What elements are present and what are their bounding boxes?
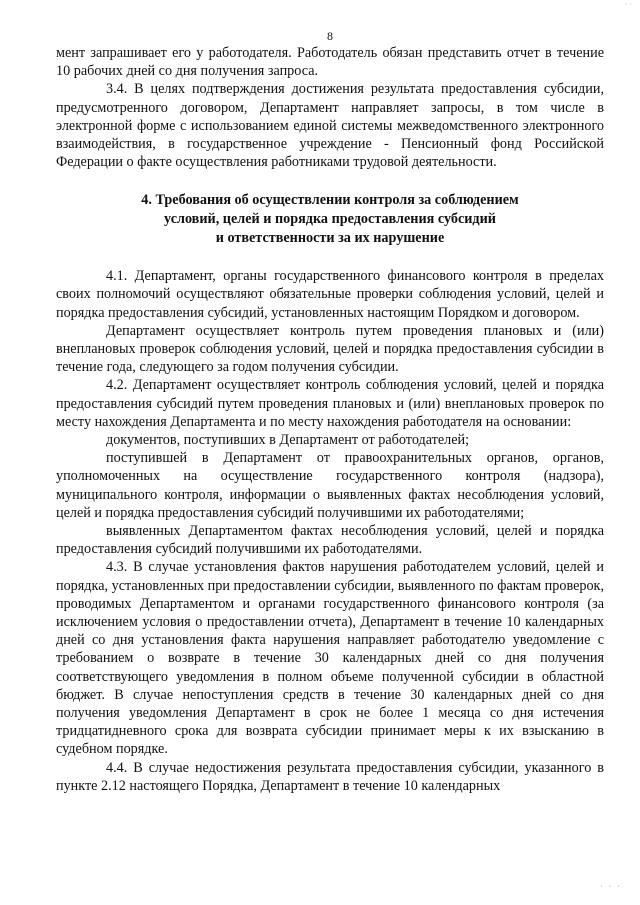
paragraph-continuation: мент запрашивает его у работодателя. Работодатель обязан представить отчет в течение 10 рабочих дней со дня получения запроса. [56, 45, 604, 80]
scan-artifact-top: · · [624, 0, 632, 9]
paragraph-4-4: 4.4. В случае недостижения результата предоставления субсидии, указанного в пункте 2.12 настоящего Порядка, Департамент в течение 10 календарных [56, 759, 604, 794]
paragraph-4-2-information: поступившей в Департамент от правоохранительных органов, органов, уполномоченных на осуществление государственного контроля (надзора), муниципального контроля, информации о выявленных фактах несоблюдения условий, целей и порядка предоставления субсидий получившими их работодателями; [56, 450, 604, 521]
paragraph-4-1: 4.1. Департамент, органы государственного финансового контроля в пределах своих полномочий осуществляют обязательные проверки соблюдения условий, целей и порядка предоставления субсидий, установленных настоящим Порядком и договором. [56, 268, 604, 321]
section-4-title [56, 191, 604, 247]
page-number: 8 [327, 29, 333, 43]
scan-artifact-bottom: · · · [600, 882, 622, 891]
paragraph-4-2-facts: выявленных Департаментом фактах несоблюдения условий, целей и порядка предоставления субсидий получившими их работодателями. [56, 523, 604, 558]
paragraph-4-2: 4.2. Департамент осуществляет контроль соблюдения условий, целей и порядка предоставления субсидий путем проведения плановых и (или) внеплановых проверок по месту нахождения Департамента и по месту нахождения работодателя на основании: [56, 377, 604, 430]
paragraph-4-2-documents: документов, поступивших в Департамент от работодателей; [106, 432, 470, 449]
section-title-line-1: 4. Требования об осуществлении контроля за соблюдением [141, 192, 519, 209]
section-title-line-2: условий, целей и порядка предоставления субсидий [164, 211, 496, 228]
paragraph-3-4: 3.4. В целях подтверждения достижения результата предоставления субсидии, предусмотренного договором, Департамент направляет запросы, в том числе в электронной форме с использованием единой системы межведомственного электронного взаимодействия, в государственное учреждение - Пенсионный фонд Российской Федерации о факте осуществления работниками трудовой деятельности. [56, 81, 604, 171]
paragraph-4-3: 4.3. В случае установления фактов нарушения работодателем условий, целей и порядка, установленных при предоставлении субсидии, выявленного по фактам проверок, проводимых Департаментом и органами государственного финансового контроля (за исключением условия о предоставлении отчета), Департамент в течение 10 календарных дней со дня установления факта нарушения направляет работодателю уведомление с требованием о возврате в течение 30 календарных дней со дня получения соответствующего уведомления в полном объеме полученной субсидии в областной бюджет. В случае непоступления средств в течение 30 календарных дней со дня получения уведомления Департамент в срок не более 1 месяца со дня истечения тридцатидневного срока для возврата субсидии принимает меры к их взысканию в судебном порядке. [56, 559, 604, 758]
paragraph-4-1-control: Департамент осуществляет контроль путем проведения плановых и (или) внеплановых проверок соблюдения условий, целей и порядка предоставления субсидии в течение года, следующего за годом получения субсидии. [56, 322, 604, 376]
section-title-line-3: и ответственности за их нарушение [215, 229, 445, 246]
